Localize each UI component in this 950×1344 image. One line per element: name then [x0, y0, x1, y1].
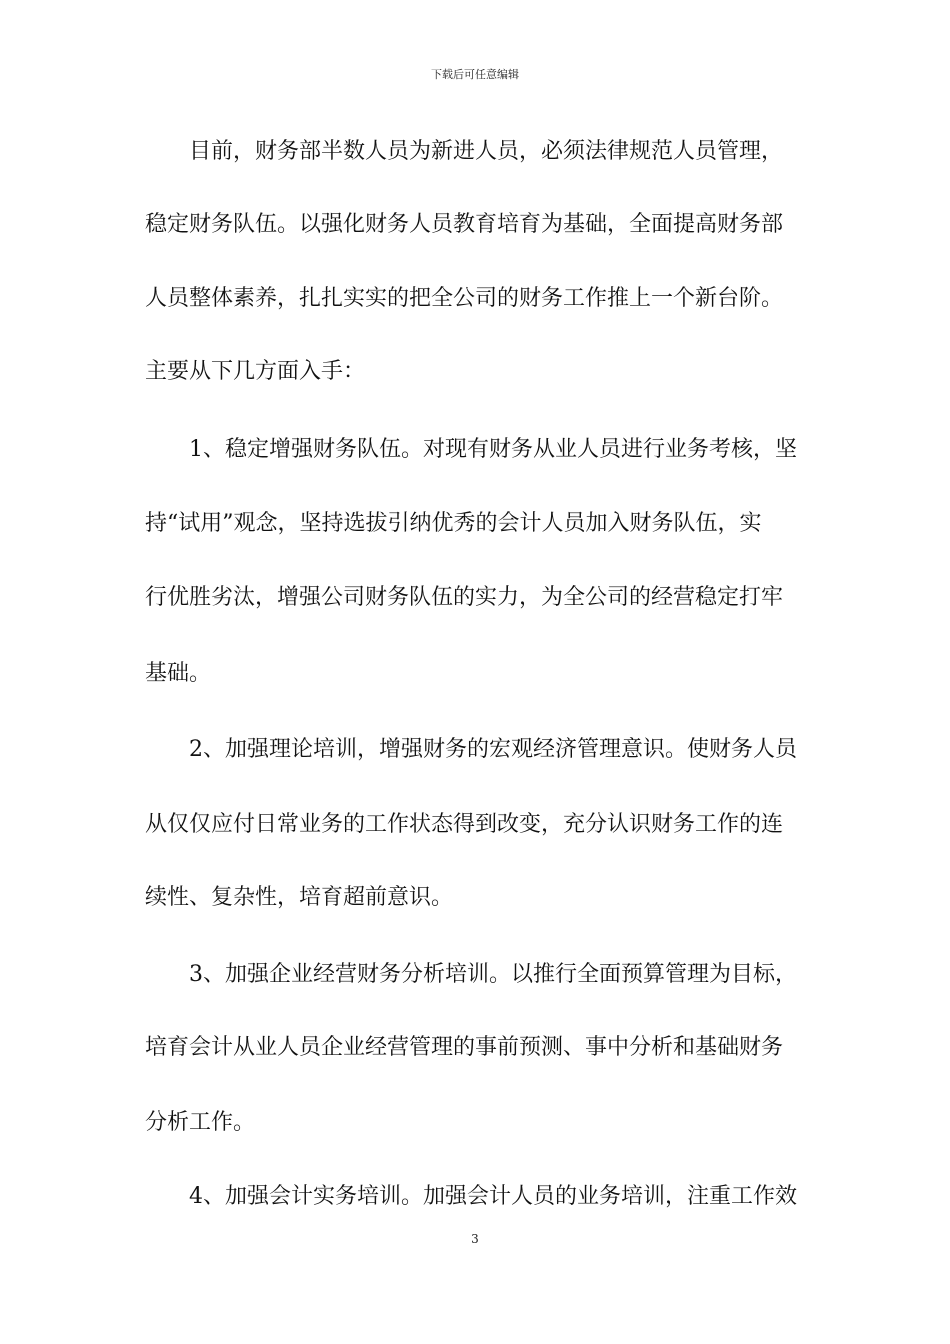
text-line: 1、稳定增强财务队伍。对现有财务从业人员进行业务考核，坚 — [145, 437, 797, 462]
text-line: 3、加强企业经营财务分析培训。以推行全面预算管理为目标， — [145, 962, 797, 987]
text-line: 人员整体素养，扎扎实实的把全公司的财务工作推上一个新台阶。 — [145, 286, 784, 311]
text-line: 持“试用”观念，坚持选拔引纳优秀的会计人员加入财务队伍，实 — [145, 511, 762, 536]
text-line: 稳定财务队伍。以强化财务人员教育培育为基础，全面提高财务部 — [145, 212, 784, 237]
page-header: 下载后可任意编辑 — [431, 68, 519, 81]
text-line: 分析工作。 — [145, 1110, 256, 1135]
text-line: 4、加强会计实务培训。加强会计人员的业务培训，注重工作效 — [145, 1184, 797, 1209]
text-line: 续性、复杂性，培育超前意识。 — [145, 885, 454, 910]
page-number: 3 — [471, 1232, 479, 1246]
text-line: 2、加强理论培训，增强财务的宏观经济管理意识。使财务人员 — [145, 737, 797, 762]
text-line: 从仅仅应付日常业务的工作状态得到改变，充分认识财务工作的连 — [145, 812, 784, 837]
text-line: 基础。 — [145, 661, 212, 686]
text-line: 主要从下几方面入手： — [145, 359, 366, 384]
text-line: 培育会计从业人员企业经营管理的事前预测、事中分析和基础财务 — [145, 1035, 784, 1060]
text-line: 行优胜劣汰，增强公司财务队伍的实力，为全公司的经营稳定打牢 — [145, 585, 784, 610]
text-line: 目前，财务部半数人员为新进人员，必须法律规范人员管理， — [145, 139, 784, 164]
